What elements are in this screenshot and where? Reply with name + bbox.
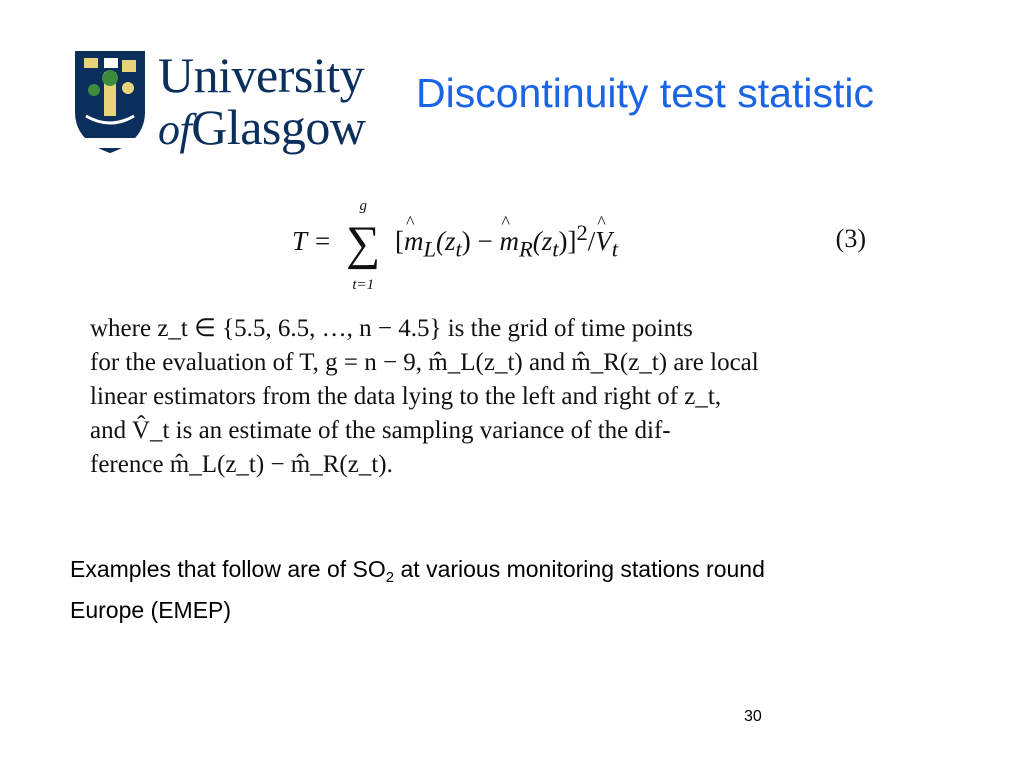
equation-expression [292, 198, 619, 293]
eq-arg-open: (z [436, 226, 456, 257]
eq-open-bracket: [ [395, 226, 404, 257]
logo-wordmark [158, 47, 366, 155]
examples-text-before: Examples that follow are of SO [70, 556, 386, 582]
eq-arg-close: ) [461, 226, 471, 257]
eq-close-square: )] [558, 226, 577, 257]
eq-m-hat-l: ^ m [404, 226, 424, 257]
eq-lhs: T = [292, 226, 332, 257]
equation-explanation [90, 312, 870, 482]
sum-lower-limit: t=1 [352, 277, 375, 293]
eq-slash: / [587, 226, 596, 257]
eq-sub-l: L [423, 236, 437, 262]
so2-subscript: 2 [385, 569, 395, 586]
eq-v-sub: t [611, 236, 619, 262]
page-number: 30 [744, 708, 762, 725]
explanation-line-5: ference m̂_L(z_t) − m̂_R(z_t). [90, 451, 393, 478]
slide-title: Discontinuity test statistic [416, 70, 874, 116]
logo-glasgow-line [158, 99, 366, 155]
eq-arg-sub-2: t [552, 236, 559, 262]
equation-3 [292, 198, 872, 293]
sum-upper-limit: g [359, 198, 367, 214]
logo-university-text: University [158, 47, 365, 103]
eq-arg-sub: t [455, 236, 462, 262]
eq-v-hat: ^ V [595, 226, 612, 257]
examples-text-after: at various monitoring stations round [394, 556, 765, 582]
examples-line-2: Europe (EMEP) [70, 597, 232, 623]
university-crest-icon [74, 50, 146, 154]
sigma-icon: ∑ [346, 217, 381, 270]
eq-sub-r: R [519, 236, 533, 262]
explanation-line-4: and V̂_t is an estimate of the sampling variance of the dif- [90, 417, 671, 444]
logo-glasgow-text: Glasgow [191, 99, 366, 155]
explanation-line-3: linear estimators from the data lying to the left and right of z_t, [90, 383, 722, 410]
explanation-line-1: where z_t ∈ {5.5, 6.5, …, n − 4.5} is the grid of time points [90, 315, 693, 342]
eq-minus: − [470, 226, 500, 257]
summation-symbol [338, 198, 388, 293]
eq-m-hat-r: ^ m [500, 226, 520, 257]
university-logo [74, 47, 398, 156]
logo-of-text: of [158, 105, 192, 154]
explanation-line-2: for the evaluation of T, g = n − 9, m̂_L(z_t) and m̂_R(z_t) are local [90, 349, 759, 376]
eq-power: 2 [576, 220, 588, 246]
eq-arg-open-2: (z [532, 226, 553, 257]
examples-text [70, 553, 960, 626]
equation-number: (3) [835, 224, 866, 253]
